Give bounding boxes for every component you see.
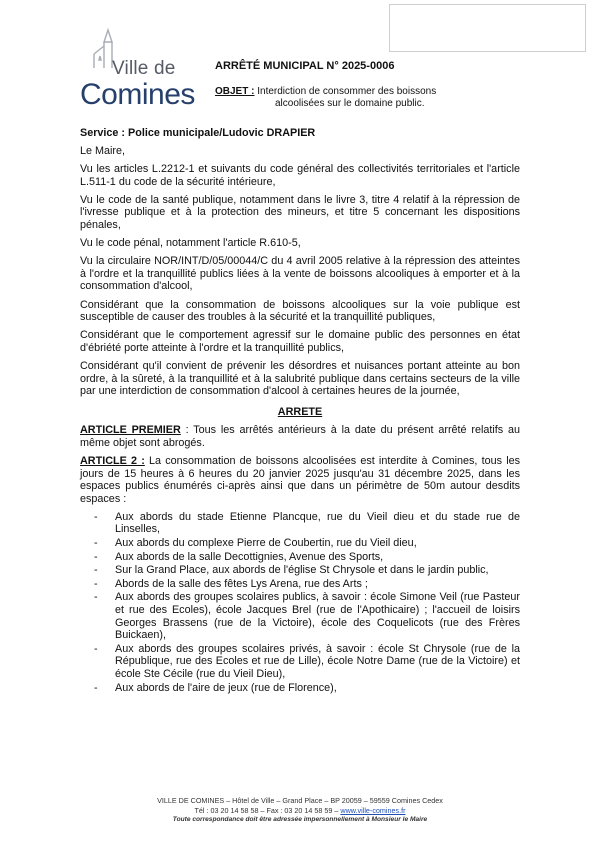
article-1-label: ARTICLE PREMIER (80, 424, 181, 437)
article-2 (80, 455, 520, 505)
decree-subject (215, 86, 465, 110)
footer-contact (80, 806, 520, 816)
arrete-heading: ARRETE (277, 405, 323, 418)
stamp-box (389, 4, 586, 52)
preamble-paragraph: Vu le code de la santé publique, notamment dans le livre 3, titre 4 relatif à la répression de l'ivresse publique et à la protection des mineurs, et titre 5 concernant les dispositions pénales, (80, 193, 520, 232)
list-item-text: Aux abords de la salle Decottignies, Avenue des Sports, (115, 550, 384, 563)
subject-label: OBJET : (215, 86, 255, 97)
decree-title: ARRÊTÉ MUNICIPAL N° 2025-0006 (215, 60, 395, 72)
preamble-paragraph: Vu les articles L.2212-1 et suivants du code général des collectivités territoriales et l'article L.511-1 du code de la sécurité intérieure, (80, 163, 520, 188)
city-logo (80, 28, 200, 110)
article-2-label: ARTICLE 2 : (80, 454, 145, 467)
article-2-text: La consommation de boissons alcoolisées est interdite à Comines, tous les jours de 15 heures à 6 heures du 20 janvier 2025 jusqu'au 31 décembre 2025, dans les espaces publics énumérés ci-après ainsi que dans un périmètre de 50m autour desdits espaces : (80, 454, 520, 505)
list-item: - Aux abords du stade Etienne Plancque, rue du Vieil dieu et du stade rue de Linselles, (94, 510, 520, 536)
list-item: - Aux abords des groupes scolaires publics, à savoir : école Simone Veil (rue Pasteur et rue des Ecoles), école Jacques Brel (rue de l'Apothicaire) ; l'accueil de loisirs Georges Brassens (rue de la Victoire), école des Coquelicots (rue des Frères Buickaen), (94, 591, 520, 642)
preamble-paragraph: Considérant qu'il convient de prévenir les désordres et nuisances portant atteinte au bon ordre, à la sûreté, à la tranquillité et à la salubrité publique dans certains secteurs de la ville par une interdiction de consommation d'alcool à certaines heures de la journée, (80, 359, 520, 398)
list-item: - Abords de la salle des fêtes Lys Arena, rue des Arts ; (94, 577, 368, 590)
decree-body (80, 127, 520, 695)
locations-list (80, 511, 520, 694)
list-item-text: Sur la Grand Place, aux abords de l'église St Chrysole et dans le jardin public, (115, 564, 489, 577)
preamble-paragraph: Considérant que la consommation de boissons alcooliques sur la voie publique est susceptible de causer des troubles à la sécurité et la tranquillité publiques, (80, 298, 520, 324)
list-item: - Aux abords du complexe Pierre de Coubertin, rue du Vieil dieu, (94, 537, 417, 550)
list-item-text: Aux abords du complexe Pierre de Coubertin, rue du Vieil dieu, (115, 537, 417, 550)
list-item-text: Aux abords des groupes scolaires publics, à savoir : école Simone Veil (rue Pasteur et rue des Ecoles), école Jacques Brel (rue de l'Apothicaire) ; l'accueil de loisirs Georges Brassens (rue de la Victoire), école des Coquelicots (rue des Frères Buickaen), (115, 591, 520, 642)
preamble-paragraph: Considérant que le comportement agressif sur le domaine public des personnes en état d'ébriété porte atteinte à l'ordre et la tranquillité publics, (80, 329, 520, 354)
article-1-text: : Tous les arrêtés antérieurs à la date du présent arrêté relatifs au même objet sont abrogés. (80, 424, 521, 449)
preamble-paragraph: Vu la circulaire NOR/INT/D/05/00044/C du 4 avril 2005 relative à la répression des atteintes à l'ordre et la tranquillité publics liées à la vente de boissons alcooliques à emporter et à la consommation d'alcool, (80, 255, 520, 293)
footer-phone-fax: Tél : 03 20 14 58 58 – Fax : 03 20 14 58 59 – (194, 805, 341, 815)
page-footer (80, 796, 520, 825)
footer-note: Toute correspondance doit être adressée impersonnellement à Monsieur le Maire (172, 816, 428, 823)
list-item-text: Aux abords des groupes scolaires privés, à savoir : école St Chrysole (rue de la République, rue des Ecoles et rue de Lille), école Notre Dame (rue de la Victoire) et école Ste Cécile (rue du Vieil Dieu), (115, 642, 520, 680)
list-item: - Aux abords de la salle Decottignies, Avenue des Sports, (94, 550, 384, 563)
preamble-paragraph: Le Maire, (80, 145, 126, 158)
subject-line-1: Interdiction de consommer des boissons (257, 86, 437, 97)
list-item: - Sur la Grand Place, aux abords de l'église St Chrysole et dans le jardin public, (94, 564, 489, 577)
logo-text-comines: Comines (80, 78, 195, 111)
list-item-text: Aux abords de l'aire de jeux (rue de Florence), (115, 681, 337, 694)
list-item-text: Aux abords du stade Etienne Plancque, rue du Vieil dieu et du stade rue de Linselles, (115, 510, 520, 536)
list-item: - Aux abords des groupes scolaires privés, à savoir : école St Chrysole (rue de la République, rue des Ecoles et rue de Lille), école Notre Dame (rue de la Victoire) et école Ste Cécile (rue du Vieil Dieu), (94, 642, 520, 680)
website-link[interactable]: www.ville-comines.fr (340, 805, 406, 815)
preamble-paragraph: Vu le code pénal, notamment l'article R.610-5, (80, 237, 301, 250)
subject-line-2: alcoolisées sur le domaine public. (275, 98, 425, 109)
logo-text-ville: Ville de (112, 58, 176, 79)
article-1 (80, 424, 520, 449)
list-item: - Aux abords de l'aire de jeux (rue de Florence), (94, 681, 337, 694)
list-item-text: Abords de la salle des fêtes Lys Arena, rue des Arts ; (115, 577, 368, 590)
footer-address: VILLE DE COMINES – Hôtel de Ville – Grand Place – BP 20059 – 59559 Comines Cedex (157, 796, 443, 805)
service-line: Service : Police municipale/Ludovic DRAPIER (80, 127, 316, 139)
